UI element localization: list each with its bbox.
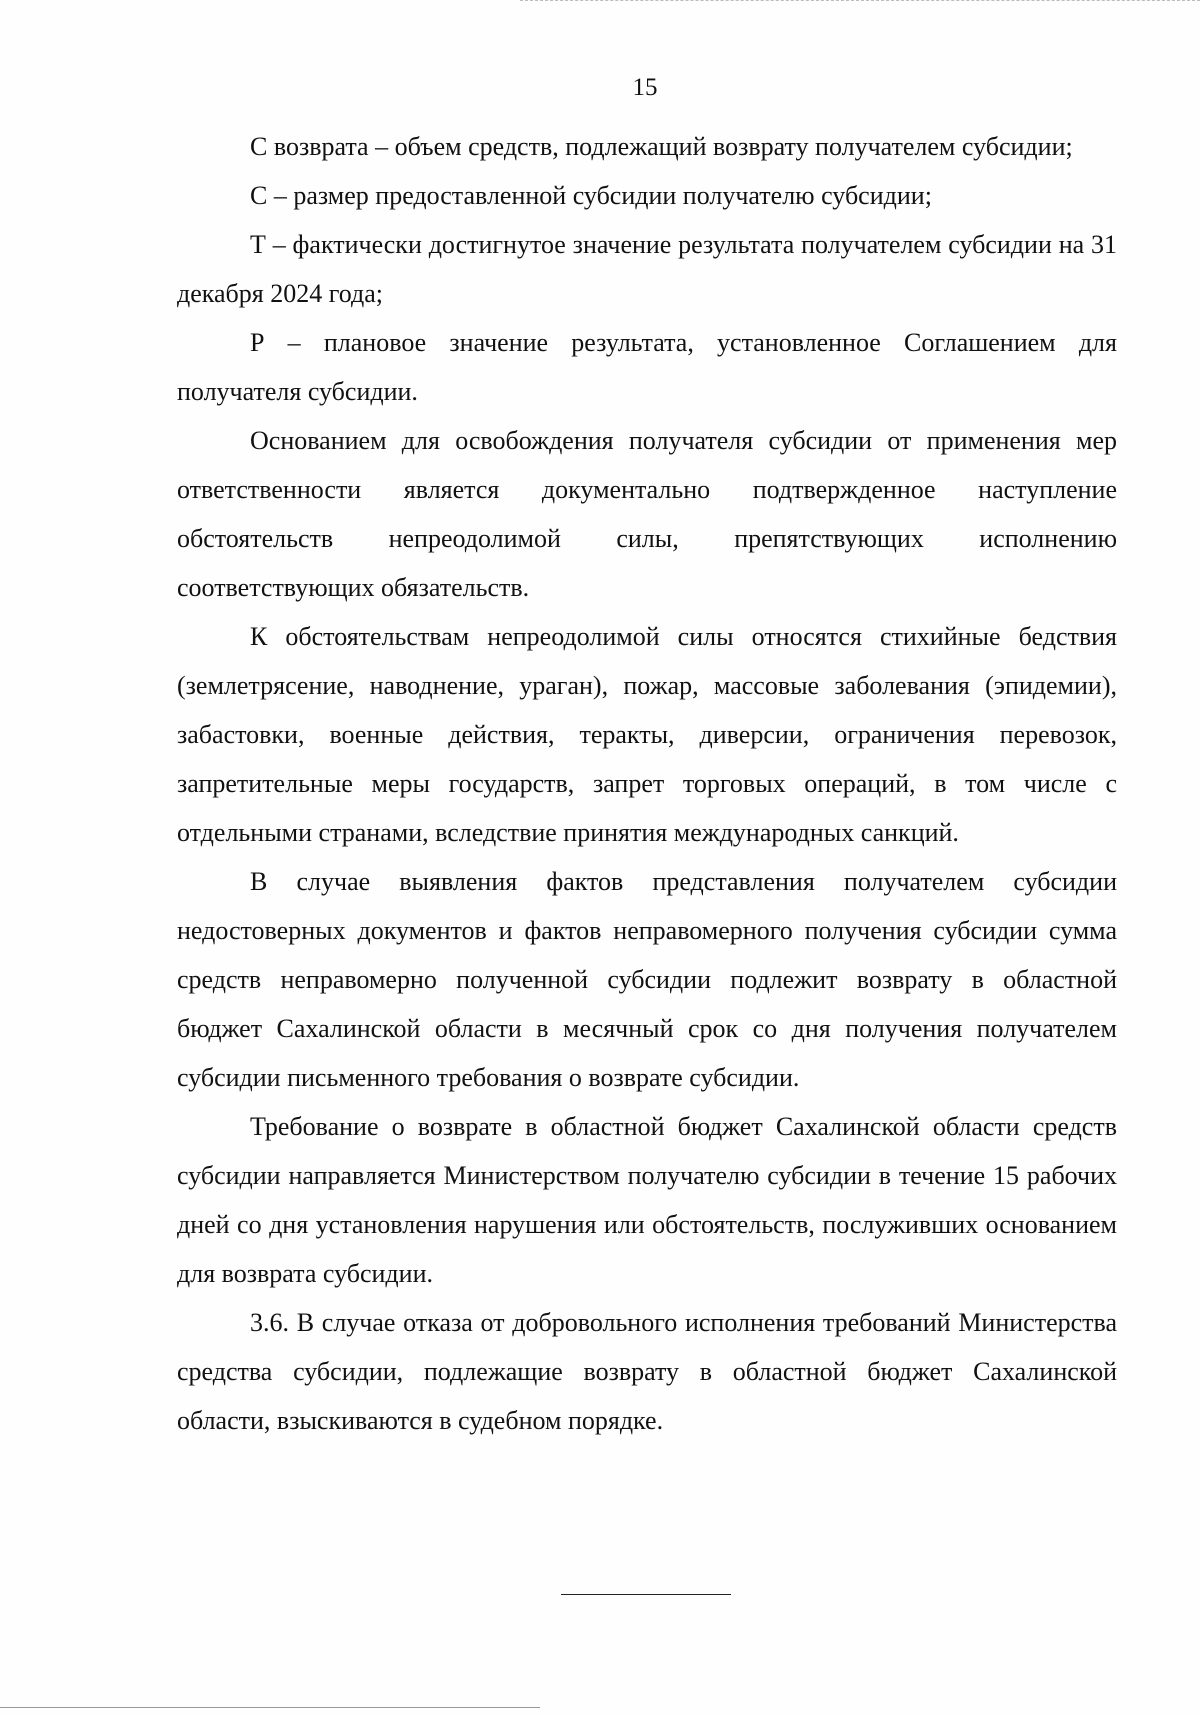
paragraph-actual-result-definition: Т – фактически достигнутое значение результата получателем субсидии на 31 декабря 2024 года; xyxy=(177,230,1117,308)
paragraph-unlawful-receipt: В случае выявления фактов представления получателем субсидии недостоверных документов и фактов неправомерного получения субсидии сумма средств неправомерно полученной субсидии подлежит возврату в областной бюджет Сахалинской области в месячный срок со дня получения получателем субсидии письменного требования о возврате субсидии. xyxy=(177,867,1117,1092)
paragraph-section-3-6: 3.6. В случае отказа от добровольного исполнения требований Министерства средства субсидии, подлежащие возврату в областной бюджет Сахалинской области, взыскиваются в судебном порядке. xyxy=(177,1308,1117,1435)
page-number: 15 xyxy=(632,74,658,101)
scan-edge-top xyxy=(520,0,1200,1)
paragraph-liability-exemption: Основанием для освобождения получателя субсидии от применения мер ответственности является документально подтвержденное наступление обстоятельств непреодолимой силы, препятствующих исполнению соответствующих обязательств. xyxy=(177,426,1117,602)
paragraph-return-amount-definition: С возврата – объем средств, подлежащий возврату получателем субсидии; xyxy=(250,132,1073,161)
scan-edge-bottom xyxy=(0,1707,540,1708)
paragraph-return-demand: Требование о возврате в областной бюджет Сахалинской области средств субсидии направляется Министерством получателю субсидии в течение 15 рабочих дней со дня установления нарушения или обстоятельств, послуживших основанием для возврата субсидии. xyxy=(177,1112,1117,1288)
document-body xyxy=(177,122,1117,1445)
paragraph-subsidy-size-definition: С – размер предоставленной субсидии получателю субсидии; xyxy=(250,181,932,210)
paragraph-force-majeure: К обстоятельствам непреодолимой силы относятся стихийные бедствия (землетрясение, наводнение, ураган), пожар, массовые заболевания (эпидемии), забастовки, военные действия, теракты, диверсии, ограничения перевозок, запретительные меры государств, запрет торговых операций, в том числе с отдельными странами, вследствие принятия международных санкций. xyxy=(177,622,1117,847)
paragraph-planned-result-definition: Р – плановое значение результата, установленное Соглашением для получателя субсидии. xyxy=(177,328,1117,406)
end-separator-line xyxy=(561,1594,731,1595)
